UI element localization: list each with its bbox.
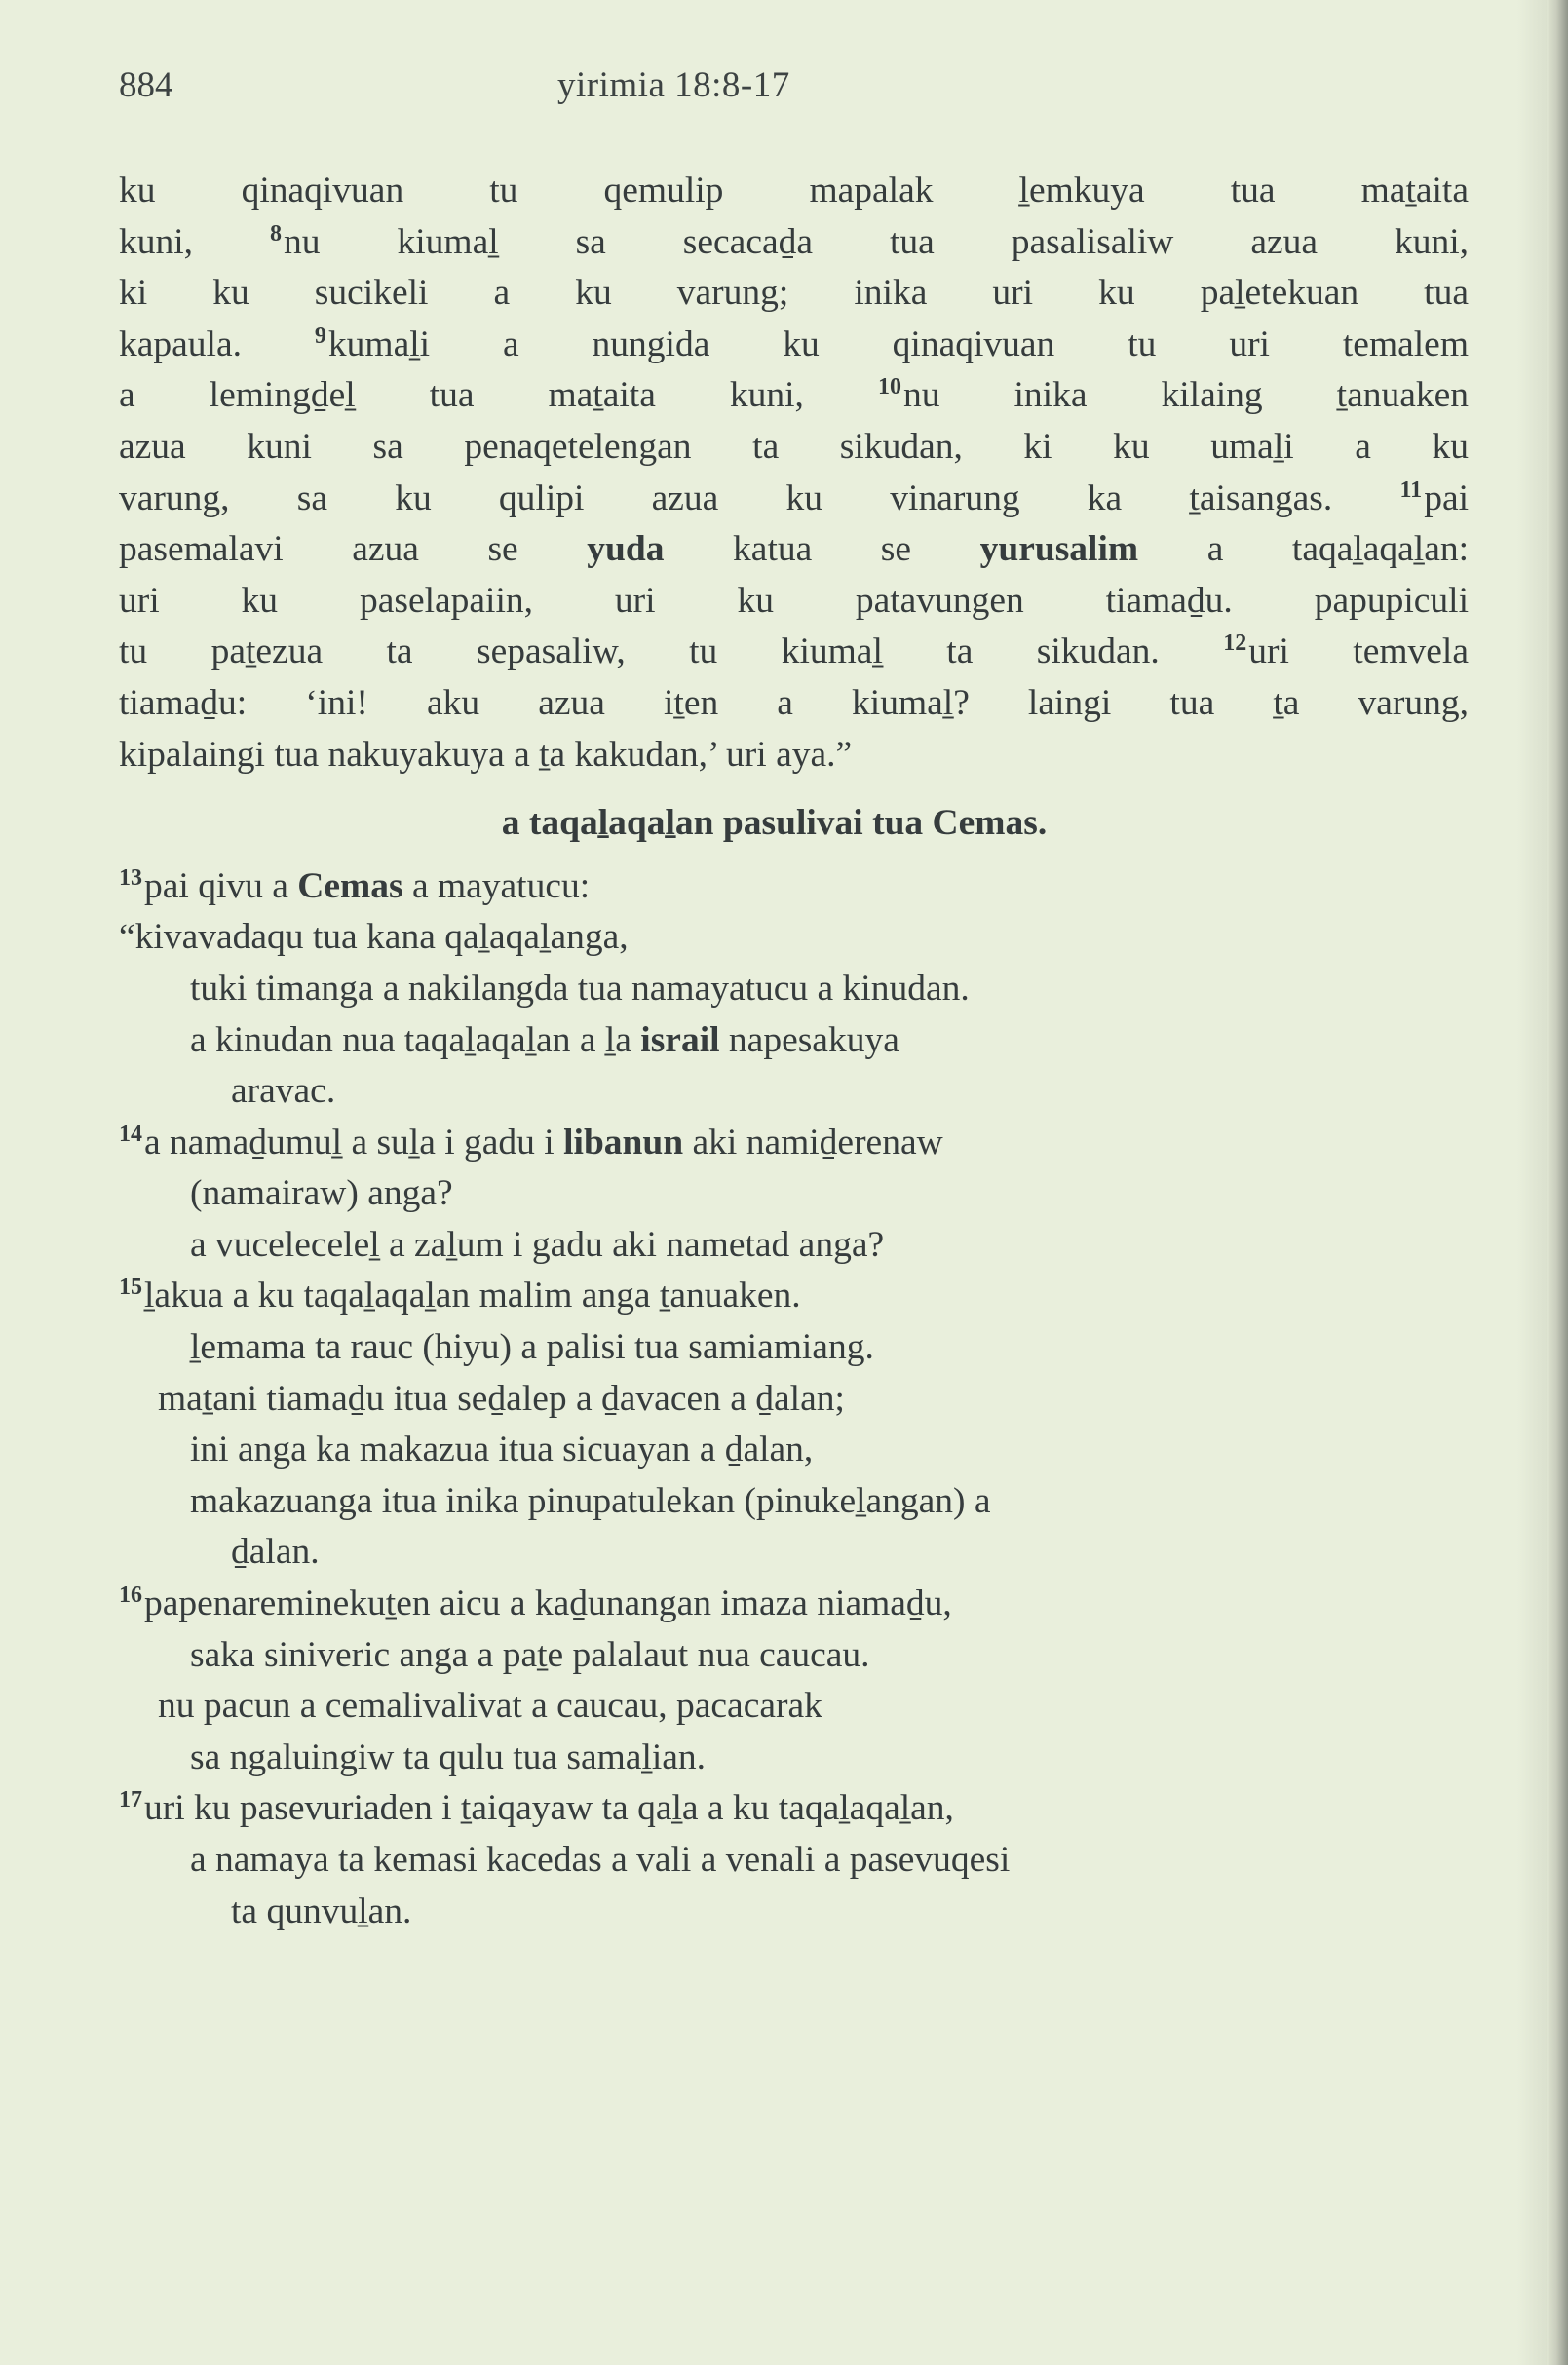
line-fragment: uri temvela bbox=[1248, 631, 1469, 672]
poetry-block bbox=[119, 861, 1469, 1937]
place-name: yuda bbox=[587, 529, 665, 570]
poetry-line bbox=[119, 1579, 1469, 1630]
poetry-line bbox=[119, 861, 1469, 913]
poetry-line bbox=[119, 1271, 1469, 1322]
text-line bbox=[119, 370, 1469, 422]
text-line: ku qinaqivuan tu qemulip mapalak l̠emkuya tua mat̠aita bbox=[119, 171, 1469, 210]
text-line: uri ku paselapaiin, uri ku patavungen tiamad̠u. papupiculi bbox=[119, 580, 1469, 621]
prose-block bbox=[119, 166, 1469, 781]
poetry-line bbox=[119, 1118, 1469, 1169]
verse-number: 17 bbox=[119, 1787, 142, 1813]
poetry-line: l̠emama ta rauc (hiyu) a palisi tua samiamiang. bbox=[190, 1327, 874, 1368]
text-line bbox=[119, 217, 1469, 269]
line-fragment: kumal̠i a nungida ku qinaqivuan tu uri temalem bbox=[327, 324, 1469, 364]
text-line: kipalaingi tua nakuyakuya a t̠a kakudan,’ uri aya.” bbox=[119, 734, 853, 775]
line-fragment: a kinudan nua taqal̠aqal̠an a l̠a bbox=[190, 1019, 631, 1060]
poetry-line: mat̠ani tiamad̠u itua sed̠alep a d̠avacen a d̠alan; bbox=[158, 1378, 845, 1419]
poetry-line: sa ngaluingiw ta qulu tua samal̠ian. bbox=[190, 1736, 707, 1777]
line-fragment: uri ku pasevuriaden i t̠aiqayaw ta qal̠a a ku taqal̠aqal̠an, bbox=[144, 1788, 954, 1829]
line-fragment: kapaula. bbox=[119, 324, 242, 364]
verse-number: 16 bbox=[119, 1583, 142, 1609]
page-edge bbox=[1547, 0, 1568, 2365]
line-fragment: pai bbox=[1424, 477, 1470, 518]
verse-number: 15 bbox=[119, 1275, 142, 1301]
poetry-line: saka siniveric anga a pat̠e palalaut nua caucau. bbox=[190, 1634, 870, 1675]
line-fragment: pasemalavi azua se bbox=[119, 529, 518, 570]
line-fragment: kuni, bbox=[119, 221, 194, 262]
verse-number: 14 bbox=[119, 1121, 142, 1147]
line-fragment: napesakuya bbox=[728, 1019, 899, 1060]
poetry-line: aravac. bbox=[231, 1071, 336, 1112]
verse-number: 11 bbox=[1399, 477, 1423, 503]
section-heading: a taqal̠aqal̠an pasulivai tua Cemas. bbox=[501, 803, 1048, 844]
poetry-line: a namaya ta kemasi kacedas a vali a venali a pasevuqesi bbox=[190, 1840, 1011, 1880]
text-line bbox=[119, 474, 1469, 525]
verse-number: 9 bbox=[314, 323, 326, 349]
poetry-line: a vucelecelel̠ a zal̠um i gadu aki nametad anga? bbox=[190, 1224, 885, 1265]
person-name: Cemas bbox=[297, 865, 403, 906]
text-line bbox=[119, 320, 1469, 371]
line-fragment: a namad̠umul̠ a sul̠a i gadu i bbox=[144, 1122, 555, 1163]
place-name: yurusalim bbox=[979, 529, 1139, 570]
line-fragment: aki namid̠erenaw bbox=[692, 1122, 943, 1163]
text-line: ki ku sucikeli a ku varung; inika uri ku pal̠etekuan tua bbox=[119, 273, 1469, 314]
running-head: yirimia 18:8-17 bbox=[557, 65, 790, 105]
page-gutter-shadow bbox=[1517, 0, 1547, 2365]
line-fragment: a taqal̠aqal̠an: bbox=[1206, 529, 1470, 570]
text-line: tiamad̠u: ‘ini! aku azua it̠en a kiumal̠? laingi tua t̠a varung, bbox=[119, 682, 1469, 723]
line-fragment: a mayatucu: bbox=[411, 865, 591, 906]
poetry-line: (namairaw) anga? bbox=[190, 1173, 453, 1214]
poetry-line: d̠alan. bbox=[231, 1532, 320, 1573]
line-fragment: nu kiumal̠ sa secacad̠a tua pasalisaliw azua kuni, bbox=[284, 221, 1470, 262]
poetry-line: makazuanga itua inika pinupatulekan (pinukel̠angan) a bbox=[190, 1480, 991, 1521]
line-fragment: varung, sa ku qulipi azua ku vinarung ka t̠aisangas. bbox=[119, 477, 1333, 518]
line-fragment: papenareminekut̠en aicu a kad̠unangan imaza niamad̠u, bbox=[144, 1583, 952, 1624]
page-number: 884 bbox=[119, 65, 173, 105]
line-fragment: a lemingd̠el̠ tua mat̠aita kuni, bbox=[119, 375, 804, 416]
poetry-line: nu pacun a cemalivalivat a caucau, pacacarak bbox=[158, 1686, 822, 1727]
line-fragment: tu pat̠ezua ta sepasaliw, tu kiumal̠ ta sikudan. bbox=[119, 631, 1160, 672]
line-fragment: l̠akua a ku taqal̠aqal̠an malim anga t̠anuaken. bbox=[144, 1276, 801, 1316]
poetry-line bbox=[119, 1783, 1469, 1835]
text-line: azua kuni sa penaqetelengan ta sikudan, ki ku umal̠i a ku bbox=[119, 426, 1469, 467]
poetry-line: ini anga ka makazua itua sicuayan a d̠alan, bbox=[190, 1430, 814, 1470]
text-line bbox=[119, 627, 1469, 678]
poetry-line bbox=[119, 1015, 1469, 1067]
page-header bbox=[119, 64, 1464, 113]
line-fragment: nu inika kilaing t̠anuaken bbox=[902, 375, 1470, 416]
verse-number: 12 bbox=[1223, 630, 1247, 657]
line-fragment: katua se bbox=[733, 529, 912, 570]
place-name: israil bbox=[640, 1019, 720, 1060]
poetry-line: ta qunvul̠an. bbox=[231, 1890, 412, 1931]
line-fragment: pai qivu a bbox=[144, 865, 288, 906]
verse-number: 8 bbox=[270, 220, 283, 247]
poetry-line: “kivavadaqu tua kana qal̠aqal̠anga, bbox=[119, 917, 629, 958]
place-name: libanun bbox=[563, 1122, 684, 1163]
verse-number: 10 bbox=[877, 374, 901, 401]
text-line bbox=[119, 524, 1469, 576]
verse-number: 13 bbox=[119, 864, 142, 891]
poetry-line: tuki timanga a nakilangda tua namayatucu a kinudan. bbox=[190, 968, 970, 1009]
body-text bbox=[119, 166, 1469, 1937]
